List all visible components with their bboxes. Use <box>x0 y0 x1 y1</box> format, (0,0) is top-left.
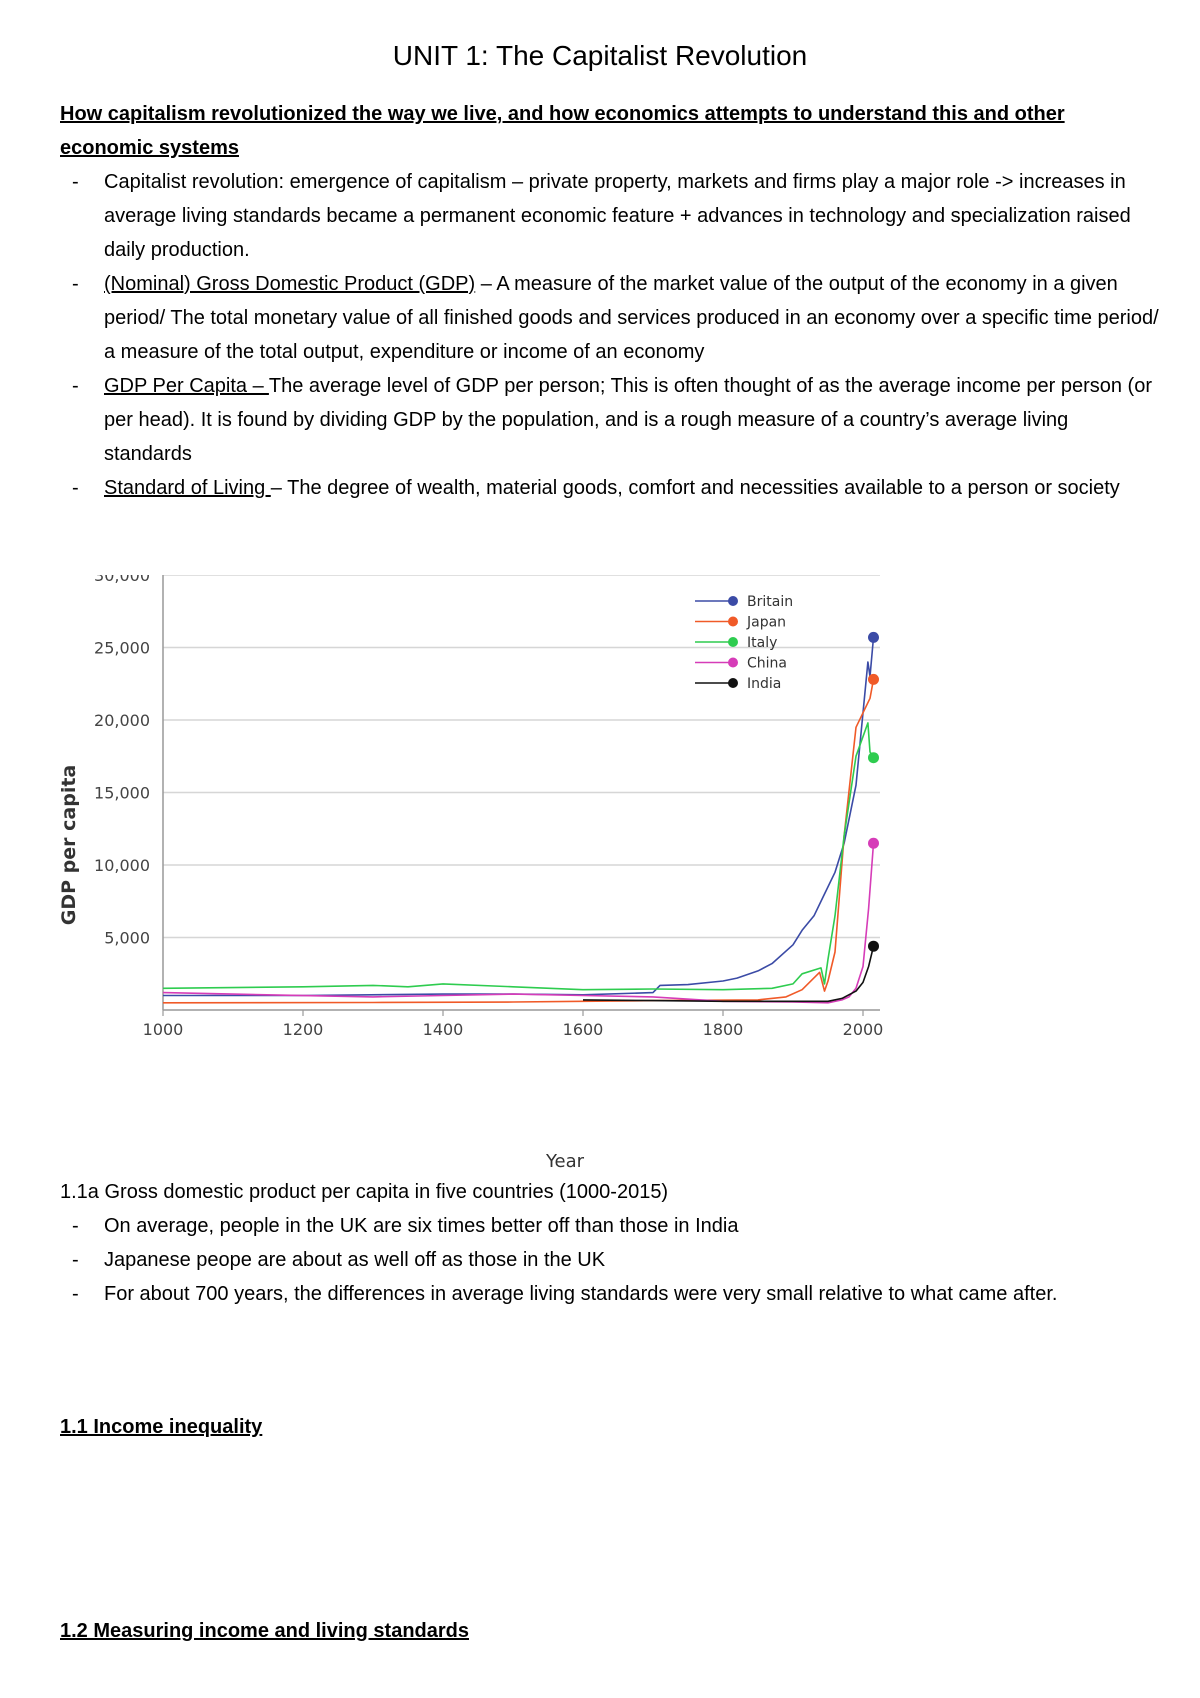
legend-label: Britain <box>747 594 794 610</box>
observation-text: On average, people in the UK are six times better off than those in India <box>104 1215 739 1237</box>
x-axis-ticks <box>143 1010 884 1039</box>
y-tick-label: 15,000 <box>94 783 150 803</box>
definition-text: The average level of GDP per person; This is often thought of as the average income per person (or per head). It is found by dividing GDP by the population, and is a rough measure of a country’s average living standards <box>104 375 1153 465</box>
legend-marker <box>728 658 738 668</box>
x-axis-label: Year <box>545 1151 585 1172</box>
bullet-dash: - <box>72 1283 79 1305</box>
x-tick-label: 1800 <box>702 1020 744 1039</box>
x-tick-label: 1600 <box>562 1020 604 1039</box>
series-endpoint-britain <box>868 632 879 643</box>
y-tick-label: 10,000 <box>94 856 150 875</box>
y-axis-label: GDP per capita <box>58 764 80 926</box>
series-endpoint-japan <box>868 674 879 685</box>
series-endpoint-italy <box>868 752 879 763</box>
legend-label: Italy <box>747 635 778 651</box>
series-endpoint-india <box>868 941 879 952</box>
series-endpoint-china <box>868 838 879 849</box>
definition-standard-of-living <box>60 471 1160 505</box>
definition-text: Capitalist revolution: emergence of capitalism – private property, markets and firms play a major role -> increases in average living standards became a permanent economic feature + advances in technology and specialization raised daily production. <box>104 171 1131 261</box>
bullet-dash: - <box>72 477 79 499</box>
definition-capitalist-revolution <box>60 165 1160 267</box>
legend-marker <box>728 617 738 627</box>
y-tick-label: 30,000 <box>94 575 150 585</box>
definition-gdp-per-capita <box>60 369 1160 471</box>
section-heading-income-inequality: 1.1 Income inequality <box>60 1416 263 1438</box>
bullet-dash: - <box>72 273 79 295</box>
definition-term: GDP Per Capita – <box>104 375 269 397</box>
definitions-list <box>60 165 1160 505</box>
x-tick-label: 1200 <box>282 1020 324 1039</box>
legend-label: Japan <box>747 614 787 631</box>
observation-item <box>60 1277 1160 1311</box>
bullet-dash: - <box>72 375 79 397</box>
intro-heading: How capitalism revolutionized the way we live, and how economics attempts to understand this and other economic systems <box>60 103 1065 159</box>
definition-text: – The degree of wealth, material goods, comfort and necessities available to a person or society <box>270 477 1120 499</box>
legend-marker <box>728 678 738 688</box>
y-axis-ticks <box>94 575 150 948</box>
observation-text: Japanese peope are about as well off as those in the UK <box>104 1249 606 1271</box>
observation-item <box>60 1209 1160 1243</box>
series-line-china <box>163 843 874 1003</box>
x-tick-label: 1000 <box>142 1020 184 1039</box>
page-title: UNIT 1: The Capitalist Revolution <box>392 40 808 71</box>
gdp-chart-container <box>55 575 975 1175</box>
series-line-japan <box>163 679 874 1002</box>
definition-gdp <box>60 267 1160 369</box>
x-tick-label: 1400 <box>422 1020 464 1039</box>
figure-caption: 1.1a Gross domestic product per capita in five countries (1000-2015) <box>60 1181 669 1203</box>
observation-item <box>60 1243 1160 1277</box>
x-tick-label: 2000 <box>842 1020 884 1039</box>
series-line-italy <box>163 723 874 990</box>
bullet-dash: - <box>72 1249 79 1271</box>
gdp-per-capita-chart <box>55 575 975 1175</box>
y-tick-label: 5,000 <box>104 928 150 948</box>
legend-marker <box>728 596 738 606</box>
definition-term: (Nominal) Gross Domestic Product (GDP) <box>104 273 476 295</box>
y-tick-label: 20,000 <box>94 711 150 730</box>
bullet-dash: - <box>72 1215 79 1237</box>
observation-text: For about 700 years, the differences in average living standards were very small relative to what came after. <box>104 1283 1058 1305</box>
section-heading-measuring-income: 1.2 Measuring income and living standards <box>60 1620 469 1642</box>
definition-text: – A measure of the market value of the output of the economy in a given period/ The total monetary value of all finished goods and services produced in an economy over a specific time period/ a measure of the total output, expenditure or income of an economy <box>104 273 1159 363</box>
definition-term: Standard of Living <box>104 477 271 499</box>
chart-legend <box>695 594 793 692</box>
observations-list <box>60 1209 1160 1311</box>
y-tick-label: 25,000 <box>94 638 150 658</box>
legend-label: China <box>747 655 787 672</box>
legend-marker <box>728 637 738 647</box>
legend-label: India <box>747 676 782 692</box>
bullet-dash: - <box>72 171 79 193</box>
